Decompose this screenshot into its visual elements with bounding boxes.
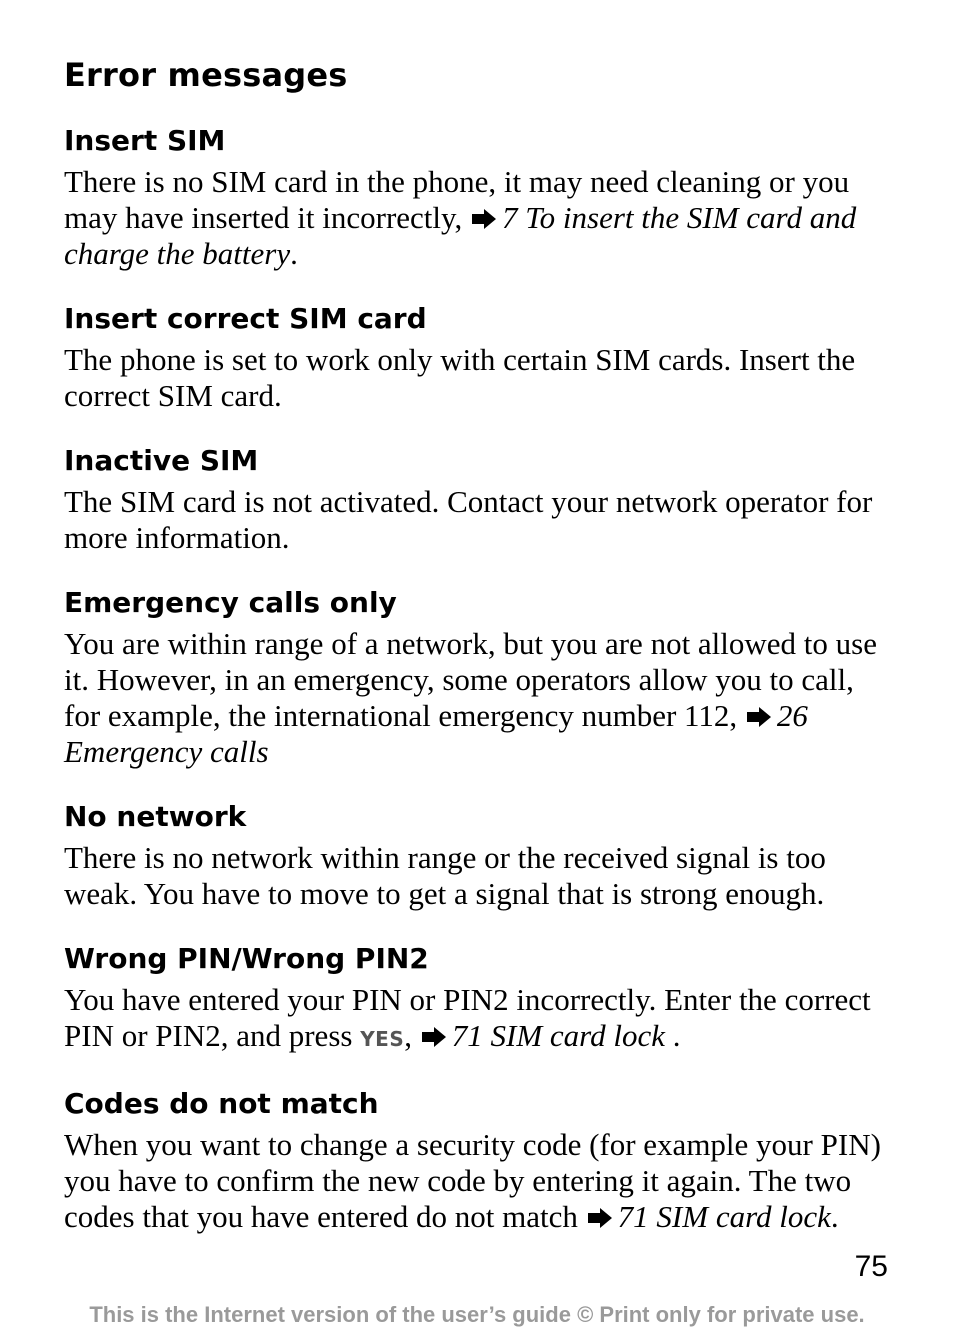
section-emergency-calls-only	[64, 586, 894, 770]
page-number: 75	[854, 1250, 888, 1283]
yes-key-label: YES	[360, 1027, 405, 1051]
section-heading: Insert SIM	[64, 124, 226, 157]
section-wrong-pin	[64, 942, 894, 1057]
section-heading: Inactive SIM	[64, 444, 259, 477]
cross-reference[interactable]: 71 SIM card lock	[617, 1199, 831, 1234]
section-codes-do-not-match	[64, 1087, 894, 1235]
page-title: Error messages	[64, 56, 348, 94]
section-body: You have entered your PIN or PIN2 incorrectly. Enter the correct PIN or PIN2, and press YES, 71 SIM card lock .	[64, 982, 871, 1053]
section-body: You are within range of a network, but you are not allowed to use it. However, in an emergency, some operators allow you to call, for example, the international emergency number 112, 26 Emergency calls	[64, 626, 877, 769]
section-body: The SIM card is not activated. Contact your network operator for more information.	[64, 484, 873, 555]
right-arrow-icon	[745, 706, 773, 728]
footer-notice: This is the Internet version of the user’s guide © Print only for private use.	[89, 1302, 865, 1327]
section-insert-correct-sim	[64, 302, 894, 414]
section-heading: No network	[64, 800, 247, 833]
section-no-network	[64, 800, 894, 912]
right-arrow-icon	[420, 1026, 448, 1048]
section-insert-sim	[64, 124, 894, 272]
section-body: There is no SIM card in the phone, it may need cleaning or you may have inserted it incorrectly, 7 To insert the SIM card and charge the battery.	[64, 164, 857, 271]
section-heading: Insert correct SIM card	[64, 302, 427, 335]
section-body: There is no network within range or the received signal is too weak. You have to move to get a signal that is strong enough.	[64, 840, 826, 911]
cross-reference[interactable]: 7 To insert the SIM card and charge the battery	[64, 200, 857, 271]
manual-page	[64, 56, 894, 1265]
right-arrow-icon	[470, 208, 498, 230]
section-inactive-sim	[64, 444, 894, 556]
section-heading: Codes do not match	[64, 1087, 379, 1120]
section-body: The phone is set to work only with certain SIM cards. Insert the correct SIM card.	[64, 342, 856, 413]
section-heading: Emergency calls only	[64, 586, 397, 619]
section-heading: Wrong PIN/Wrong PIN2	[64, 942, 429, 975]
cross-reference[interactable]: 71 SIM card lock	[451, 1018, 665, 1053]
section-body: When you want to change a security code (for example your PIN) you have to confirm the new code by entering it again. The two codes that you have entered do not match 71 SIM card lock.	[64, 1127, 881, 1234]
cross-reference[interactable]: 26 Emergency calls	[64, 698, 808, 769]
right-arrow-icon	[586, 1207, 614, 1229]
